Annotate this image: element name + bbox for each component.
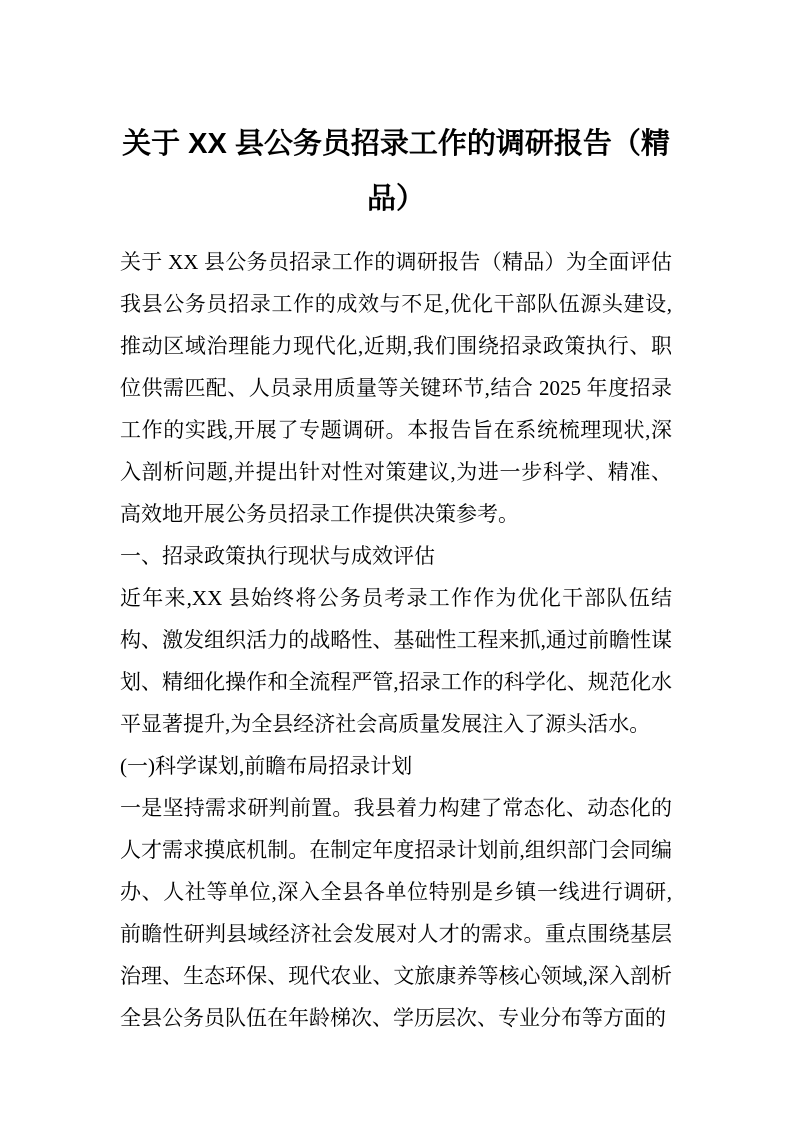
paragraph-subsection-1: 一是坚持需求研判前置。我县着力构建了常态化、动态化的人才需求摸底机制。在制定年度招录计划前,组织部门会同编办、人社等单位,深入全县各单位特别是乡镇一线进行调研,前瞻性研判县域经济社会发展对人才的需求。重点围绕基层治理、生态环保、现代农业、文旅康养等核心领域,深入剖析全县公务员队伍在年龄梯次、学历层次、专业分布等方面的	[120, 796, 672, 1030]
paragraph-section-1: 近年来,XX 县始终将公务员考录工作作为优化干部队伍结构、激发组织活力的战略性、基础性工程来抓,通过前瞻性谋划、精细化操作和全流程严管,招录工作的科学化、规范化水平显著提升,为全县经济社会高质量发展注入了源头活水。	[120, 586, 672, 736]
document-title: 关于 XX 县公务员招录工作的调研报告（精品）	[122, 128, 670, 215]
paragraph-intro: 关于 XX 县公务员招录工作的调研报告（精品）为全面评估我县公务员招录工作的成效与不足,优化干部队伍源头建设,推动区域治理能力现代化,近期,我们围绕招录政策执行、职位供需匹配、人员录用质量等关键环节,结合 2025 年度招录工作的实践,开展了专题调研。本报告旨在系统梳理现状,深入剖析问题,并提出针对性对策建议,为进一步科学、精准、高效地开展公务员招录工作提供决策参考。	[120, 250, 672, 526]
subsection-heading-1: (一)科学谋划,前瞻布局招录计划	[120, 754, 413, 778]
section-heading-1: 一、招录政策执行现状与成效评估	[120, 544, 435, 568]
